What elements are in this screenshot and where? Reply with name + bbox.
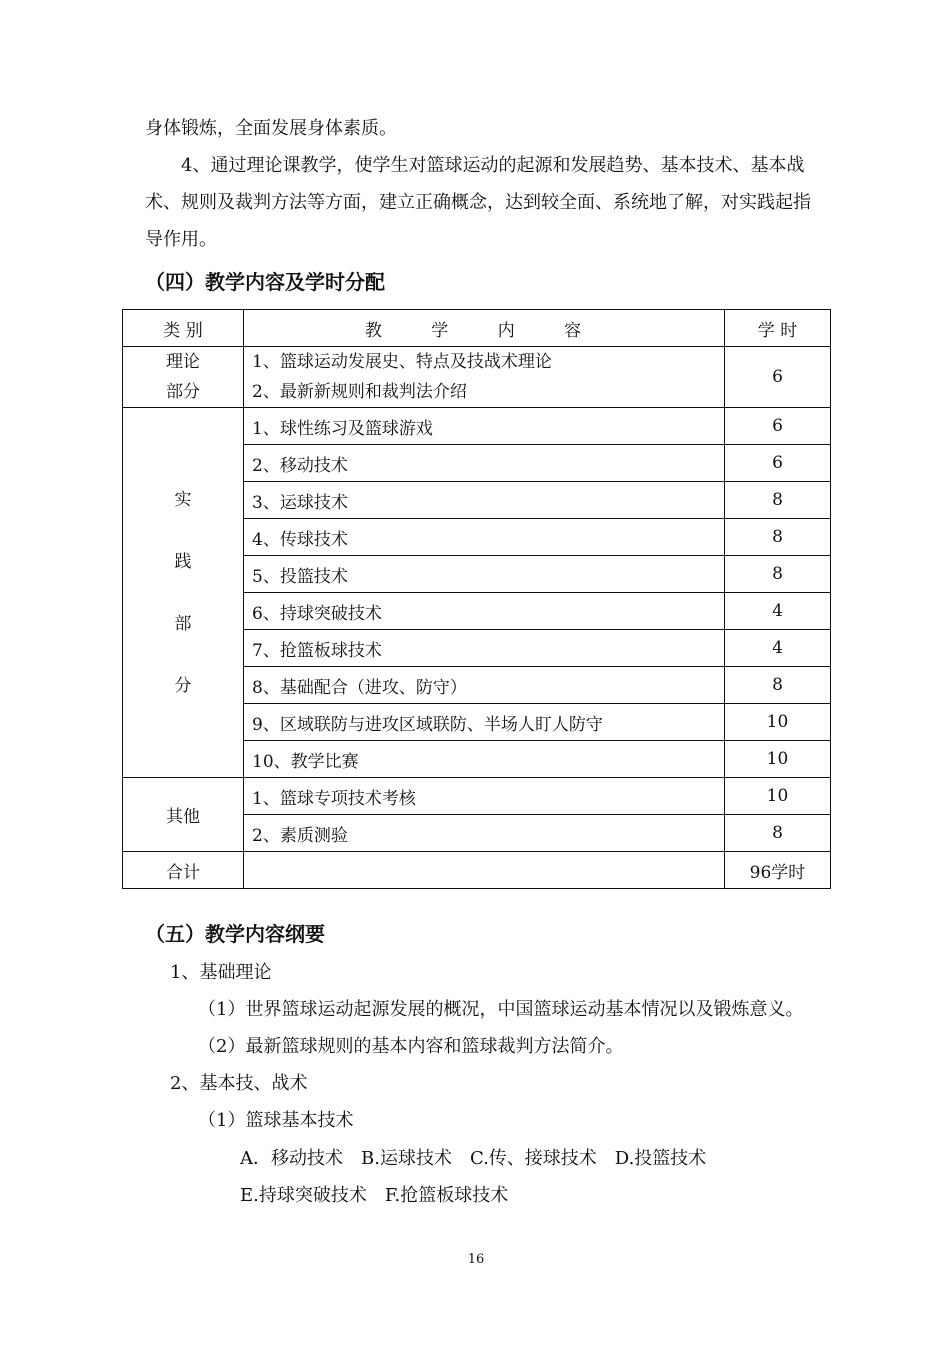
- theory-content: 1、篮球运动发展史、特点及技战术理论 2、最新新规则和裁判法介绍: [244, 347, 725, 408]
- row-hours: 8: [725, 519, 831, 556]
- category-practice: 实 践 部 分: [123, 408, 244, 778]
- row-content: 3、运球技术: [244, 482, 725, 519]
- row-content: 2、移动技术: [244, 445, 725, 482]
- theory-hours: 6: [725, 347, 831, 408]
- outline-item-1: 1、基础理论: [170, 962, 272, 983]
- row-hours: 6: [725, 408, 831, 445]
- outline-item-2: 2、基本技、战术: [170, 1073, 308, 1094]
- row-content: 5、投篮技术: [244, 556, 725, 593]
- row-content: 8、基础配合（进攻、防守）: [244, 667, 725, 704]
- intro-line: 身体锻炼，全面发展身体素质。: [145, 118, 397, 139]
- row-content: 4、传球技术: [244, 519, 725, 556]
- outline-techniques-line-1: A．移动技术 B.运球技术 C.传、接球技术 D.投篮技术: [240, 1148, 707, 1169]
- table-total-row: [123, 852, 831, 889]
- outline-item-2-1: （1）篮球基本技术: [198, 1110, 354, 1131]
- row-hours: 4: [725, 630, 831, 667]
- header-content: 教 学 内 容: [244, 310, 725, 347]
- page-number: 16: [467, 1252, 485, 1267]
- header-hours: 学 时: [725, 310, 831, 347]
- total-hours: 96学时: [725, 852, 831, 889]
- section-5-title: （五）教学内容纲要: [145, 922, 325, 946]
- row-hours: 8: [725, 815, 831, 852]
- row-hours: 8: [725, 482, 831, 519]
- table-row: [123, 778, 831, 815]
- row-hours: 4: [725, 593, 831, 630]
- row-content: 7、抢篮板球技术: [244, 630, 725, 667]
- row-hours: 8: [725, 667, 831, 704]
- total-content: [244, 852, 725, 889]
- table-header-row: [123, 310, 831, 347]
- table-row: [123, 408, 831, 445]
- section-4-title: （四）教学内容及学时分配: [145, 270, 385, 294]
- row-hours: 10: [725, 741, 831, 778]
- category-other: 其他: [123, 778, 244, 852]
- row-content: 1、篮球专项技术考核: [244, 778, 725, 815]
- row-hours: 10: [725, 778, 831, 815]
- row-hours: 10: [725, 704, 831, 741]
- row-content: 1、球性练习及篮球游戏: [244, 408, 725, 445]
- row-content: 10、教学比赛: [244, 741, 725, 778]
- outline-techniques-line-2: E.持球突破技术 F.抢篮板球技术: [240, 1185, 509, 1206]
- outline-item-1-1: （1）世界篮球运动起源发展的概况，中国篮球运动基本情况以及锻炼意义。: [198, 999, 804, 1020]
- row-content: 9、区域联防与进攻区域联防、半场人盯人防守: [244, 704, 725, 741]
- teaching-hours-table: [122, 309, 831, 889]
- row-hours: 6: [725, 445, 831, 482]
- category-theory: 理论 部分: [123, 347, 244, 408]
- table-row-theory: [123, 347, 831, 408]
- total-label: 合计: [123, 852, 244, 889]
- header-category: 类 别: [123, 310, 244, 347]
- row-content: 2、素质测验: [244, 815, 725, 852]
- row-content: 6、持球突破技术: [244, 593, 725, 630]
- outline-item-1-2: （2）最新篮球规则的基本内容和篮球裁判方法简介。: [198, 1036, 624, 1057]
- intro-paragraph-4: 4、通过理论课教学，使学生对篮球运动的起源和发展趋势、基本技术、基本战术、规则及裁判方法等方面，建立正确概念，达到较全面、系统地了解，对实践起指导作用。: [145, 155, 811, 250]
- row-hours: 8: [725, 556, 831, 593]
